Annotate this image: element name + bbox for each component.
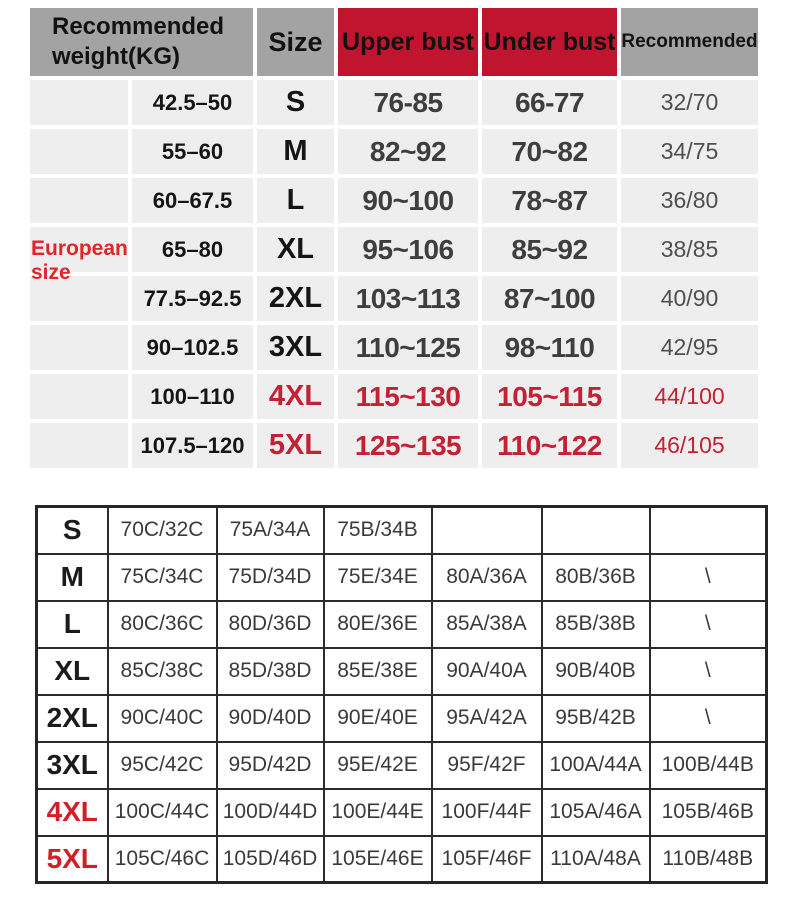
bra-size-cell: 105B/46B (650, 789, 767, 836)
bra-size-cell: 100F/44F (432, 789, 542, 836)
bra-size-cell: 75E/34E (324, 554, 432, 601)
bra-size-cell: 100B/44B (650, 742, 767, 789)
bra-size-cell: 80B/36B (542, 554, 650, 601)
bra-size-cell (542, 507, 650, 554)
bra-row-label: 5XL (37, 836, 108, 883)
under-bust-cell: 105~115 (482, 374, 617, 419)
bra-size-cell (432, 507, 542, 554)
bra-size-cell: \ (650, 648, 767, 695)
weight-cell: 100–110 (132, 374, 253, 419)
euro-column-cell (30, 325, 128, 370)
bra-size-cell: 85D/38D (217, 648, 324, 695)
recommended-cell: 46/105 (621, 423, 758, 468)
weight-cell: 90–102.5 (132, 325, 253, 370)
under-bust-cell: 87~100 (482, 276, 617, 321)
euro-column-cell (30, 129, 128, 174)
bra-size-cell: 95E/42E (324, 742, 432, 789)
bra-size-cell: 105D/46D (217, 836, 324, 883)
bra-size-cell: 95C/42C (108, 742, 217, 789)
european-size-label: European size (31, 237, 128, 284)
bra-size-cell: 90A/40A (432, 648, 542, 695)
bra-size-row (37, 554, 767, 601)
recommended-cell: 36/80 (621, 178, 758, 223)
bra-row-label: M (37, 554, 108, 601)
bra-size-cell: 80C/36C (108, 601, 217, 648)
bra-size-cell: 80D/36D (217, 601, 324, 648)
upper-bust-cell: 76-85 (338, 80, 478, 125)
bra-size-cell: 95A/42A (432, 695, 542, 742)
bra-size-cell: 90D/40D (217, 695, 324, 742)
size-cell: 3XL (257, 325, 334, 370)
bra-size-row (37, 648, 767, 695)
upper-bust-cell: 82~92 (338, 129, 478, 174)
size-cell: 4XL (257, 374, 334, 419)
bra-size-cell: 105C/46C (108, 836, 217, 883)
size-cell: M (257, 129, 334, 174)
upper-bust-cell: 115~130 (338, 374, 478, 419)
header-size: Size (257, 8, 334, 76)
recommended-cell: 38/85 (621, 227, 758, 272)
bra-size-cell: 95F/42F (432, 742, 542, 789)
bra-size-cell: 90E/40E (324, 695, 432, 742)
bra-size-cell: 80A/36A (432, 554, 542, 601)
weight-cell: 107.5–120 (132, 423, 253, 468)
bra-row-label: 4XL (37, 789, 108, 836)
weight-cell: 42.5–50 (132, 80, 253, 125)
bra-size-cell: 85C/38C (108, 648, 217, 695)
size-cell: 2XL (257, 276, 334, 321)
recommended-cell: 34/75 (621, 129, 758, 174)
weight-cell: 77.5–92.5 (132, 276, 253, 321)
header-upper-bust: Upper bust (338, 8, 478, 76)
bra-size-cell: 105E/46E (324, 836, 432, 883)
size-cell: 5XL (257, 423, 334, 468)
bra-size-cell: 105F/46F (432, 836, 542, 883)
size-cell: XL (257, 227, 334, 272)
bra-size-cell: 75A/34A (217, 507, 324, 554)
upper-bust-cell: 125~135 (338, 423, 478, 468)
bra-size-cell: 100D/44D (217, 789, 324, 836)
bra-size-cell: 100E/44E (324, 789, 432, 836)
recommended-cell: 40/90 (621, 276, 758, 321)
bra-size-cell: \ (650, 554, 767, 601)
under-bust-cell: 66-77 (482, 80, 617, 125)
bra-size-cell: 105A/46A (542, 789, 650, 836)
measurement-table (30, 8, 758, 468)
header-recommended-size: Recommended (621, 8, 758, 76)
bra-size-row (37, 742, 767, 789)
bra-size-cell: 90B/40B (542, 648, 650, 695)
under-bust-cell: 110~122 (482, 423, 617, 468)
weight-cell: 55–60 (132, 129, 253, 174)
upper-bust-cell: 103~113 (338, 276, 478, 321)
bra-size-cell: 85A/38A (432, 601, 542, 648)
bra-size-table (35, 505, 768, 884)
euro-column-cell (30, 423, 128, 468)
bra-size-cell: 85E/38E (324, 648, 432, 695)
header-recommended-weight: Recommended weight(KG) (30, 8, 253, 76)
under-bust-cell: 98~110 (482, 325, 617, 370)
bra-row-label: L (37, 601, 108, 648)
bra-size-row (37, 507, 767, 554)
bra-size-cell: 100C/44C (108, 789, 217, 836)
upper-bust-cell: 90~100 (338, 178, 478, 223)
upper-bust-cell: 110~125 (338, 325, 478, 370)
bra-size-cell: 95B/42B (542, 695, 650, 742)
recommended-cell: 44/100 (621, 374, 758, 419)
euro-column-cell (30, 80, 128, 125)
bra-size-cell: 110B/48B (650, 836, 767, 883)
bra-size-cell: 100A/44A (542, 742, 650, 789)
bra-size-row (37, 836, 767, 883)
euro-column-cell (30, 178, 128, 223)
under-bust-cell: 85~92 (482, 227, 617, 272)
bra-size-cell: 110A/48A (542, 836, 650, 883)
weight-cell: 60–67.5 (132, 178, 253, 223)
recommended-cell: 42/95 (621, 325, 758, 370)
bra-size-cell: 70C/32C (108, 507, 217, 554)
header-under-bust: Under bust (482, 8, 617, 76)
under-bust-cell: 70~82 (482, 129, 617, 174)
bra-size-cell: 85B/38B (542, 601, 650, 648)
bra-row-label: 3XL (37, 742, 108, 789)
bra-size-cell: 90C/40C (108, 695, 217, 742)
bra-row-label: 2XL (37, 695, 108, 742)
bra-size-row (37, 789, 767, 836)
bra-size-cell: 95D/42D (217, 742, 324, 789)
size-cell: L (257, 178, 334, 223)
euro-column-cell (30, 374, 128, 419)
bra-size-cell: \ (650, 601, 767, 648)
bra-size-cell (650, 507, 767, 554)
recommended-cell: 32/70 (621, 80, 758, 125)
bra-size-row (37, 601, 767, 648)
bra-size-row (37, 695, 767, 742)
bra-row-label: S (37, 507, 108, 554)
bra-row-label: XL (37, 648, 108, 695)
upper-bust-cell: 95~106 (338, 227, 478, 272)
bra-size-cell: 75C/34C (108, 554, 217, 601)
bra-size-cell: 75B/34B (324, 507, 432, 554)
weight-cell: 65–80 (132, 227, 253, 272)
bra-size-cell: 75D/34D (217, 554, 324, 601)
bra-size-cell: \ (650, 695, 767, 742)
bra-size-cell: 80E/36E (324, 601, 432, 648)
under-bust-cell: 78~87 (482, 178, 617, 223)
size-cell: S (257, 80, 334, 125)
